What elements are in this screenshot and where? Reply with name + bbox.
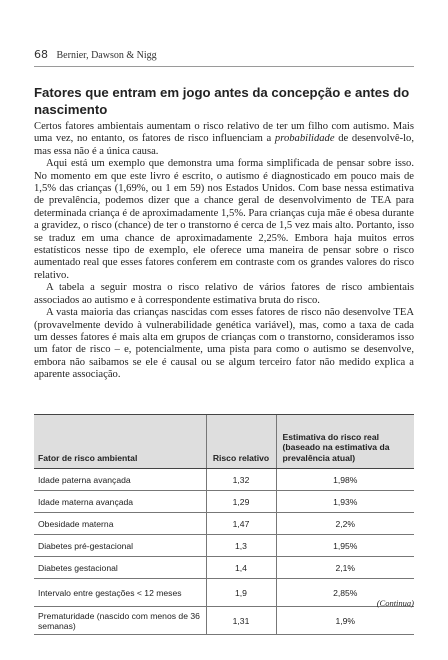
running-head-authors: Bernier, Dawson & Nigg [56,50,157,61]
body-text [34,121,414,382]
cell-factor: Obesidade materna [34,513,206,535]
paragraph-1-text-a: Certos fatores ambientais aumentam o risco relativo de ter um filho com autismo. Mais uma vez, no entanto, os fatores de risco influenciam a [34,121,414,145]
header-factor: Fator de risco ambiental [34,415,206,469]
table-row [34,513,414,535]
section-title: Fatores que entram em jogo antes da concepção e antes do nascimento [34,85,410,117]
cell-estimate: 1,98% [276,469,414,491]
paragraph-1-text-b: de desenvolvê-lo, mas essa não é a única causa. [34,133,414,157]
cell-relative-risk: 1,32 [206,469,276,491]
table-row [34,469,414,491]
page-number: 68 [34,48,48,61]
cell-factor: Idade paterna avançada [34,469,206,491]
paragraph-2: Aqui está um exemplo que demonstra uma forma simplificada de pensar sobre isso. No momento em que este livro é escrito, o autismo é diagnosticado em pouco mais de 1,5% das crianças (1,69%, ou 1 em 59) nos Estados Unidos. Com base nessa estimativa de prevalência, podemos dizer que a chance geral de desenvolvimento de TEA para determinada criança é de aproximadamente 1,5%. Para crianças cuja mãe é obesa durante a gravidez, o risco (chance) de ter o transtorno é cerca de 1,5 vez mais alto. Portanto, isso se traduz em uma chance de aproximadamente 2,25%. Embora haja muitos erros estatísticos nesse tipo de exemplo, ele oferece uma maneira de pensar sobre o risco aumentado real que esses fatores conferem em contraste com os grandes valores do risco relativo. [34,158,414,281]
cell-relative-risk: 1,47 [206,513,276,535]
cell-relative-risk: 1,29 [206,491,276,513]
paragraph-4: A vasta maioria das crianças nascidas com esses fatores de risco não desenvolve TEA (provavelmente devido à vulnerabilidade genética variável), mas, como a taxa de cada um desses fatores é mais alta em grupos de crianças com o transtorno, consideramos isso um fator de risco – e, potencialmente, uma pista para como o autismo se desenvolve, embora não saibamos se ele é causal ou se algum terceiro fator não medido explica a aparente associação. [34,307,414,381]
table-header-row [34,415,414,469]
header-relative-risk: Risco relativo [206,415,276,469]
continued-note: (Continua) [376,598,414,608]
cell-factor: Diabetes pré-gestacional [34,535,206,557]
cell-estimate: 1,95% [276,535,414,557]
table-row [34,607,414,635]
cell-estimate: 2,85% [276,579,414,607]
risk-factor-table [34,414,414,635]
table-row [34,535,414,557]
cell-estimate: 2,2% [276,513,414,535]
cell-estimate: 2,1% [276,557,414,579]
cell-factor: Diabetes gestacional [34,557,206,579]
paragraph-3: A tabela a seguir mostra o risco relativo de vários fatores de risco ambientais associados ao autismo e à correspondente estimativa bruta do risco. [34,282,414,306]
table-row [34,491,414,513]
cell-factor: Prematuridade (nascido com menos de 36 semanas) [34,607,206,635]
cell-relative-risk: 1,3 [206,535,276,557]
running-header [34,48,414,62]
cell-relative-risk: 1,9 [206,579,276,607]
table-row [34,557,414,579]
paragraph-1 [34,121,414,158]
header-rule [34,66,414,67]
cell-relative-risk: 1,31 [206,607,276,635]
header-estimate: Estimativa do risco real (baseado na estimativa da prevalência atual) [276,415,414,469]
paragraph-1-emphasis: probabilidade [274,133,335,145]
cell-estimate: 1,9% [276,607,414,635]
table-row [34,579,414,607]
cell-estimate: 1,93% [276,491,414,513]
cell-relative-risk: 1,4 [206,557,276,579]
cell-factor: Intervalo entre gestações < 12 meses [34,579,206,607]
cell-factor: Idade materna avançada [34,491,206,513]
